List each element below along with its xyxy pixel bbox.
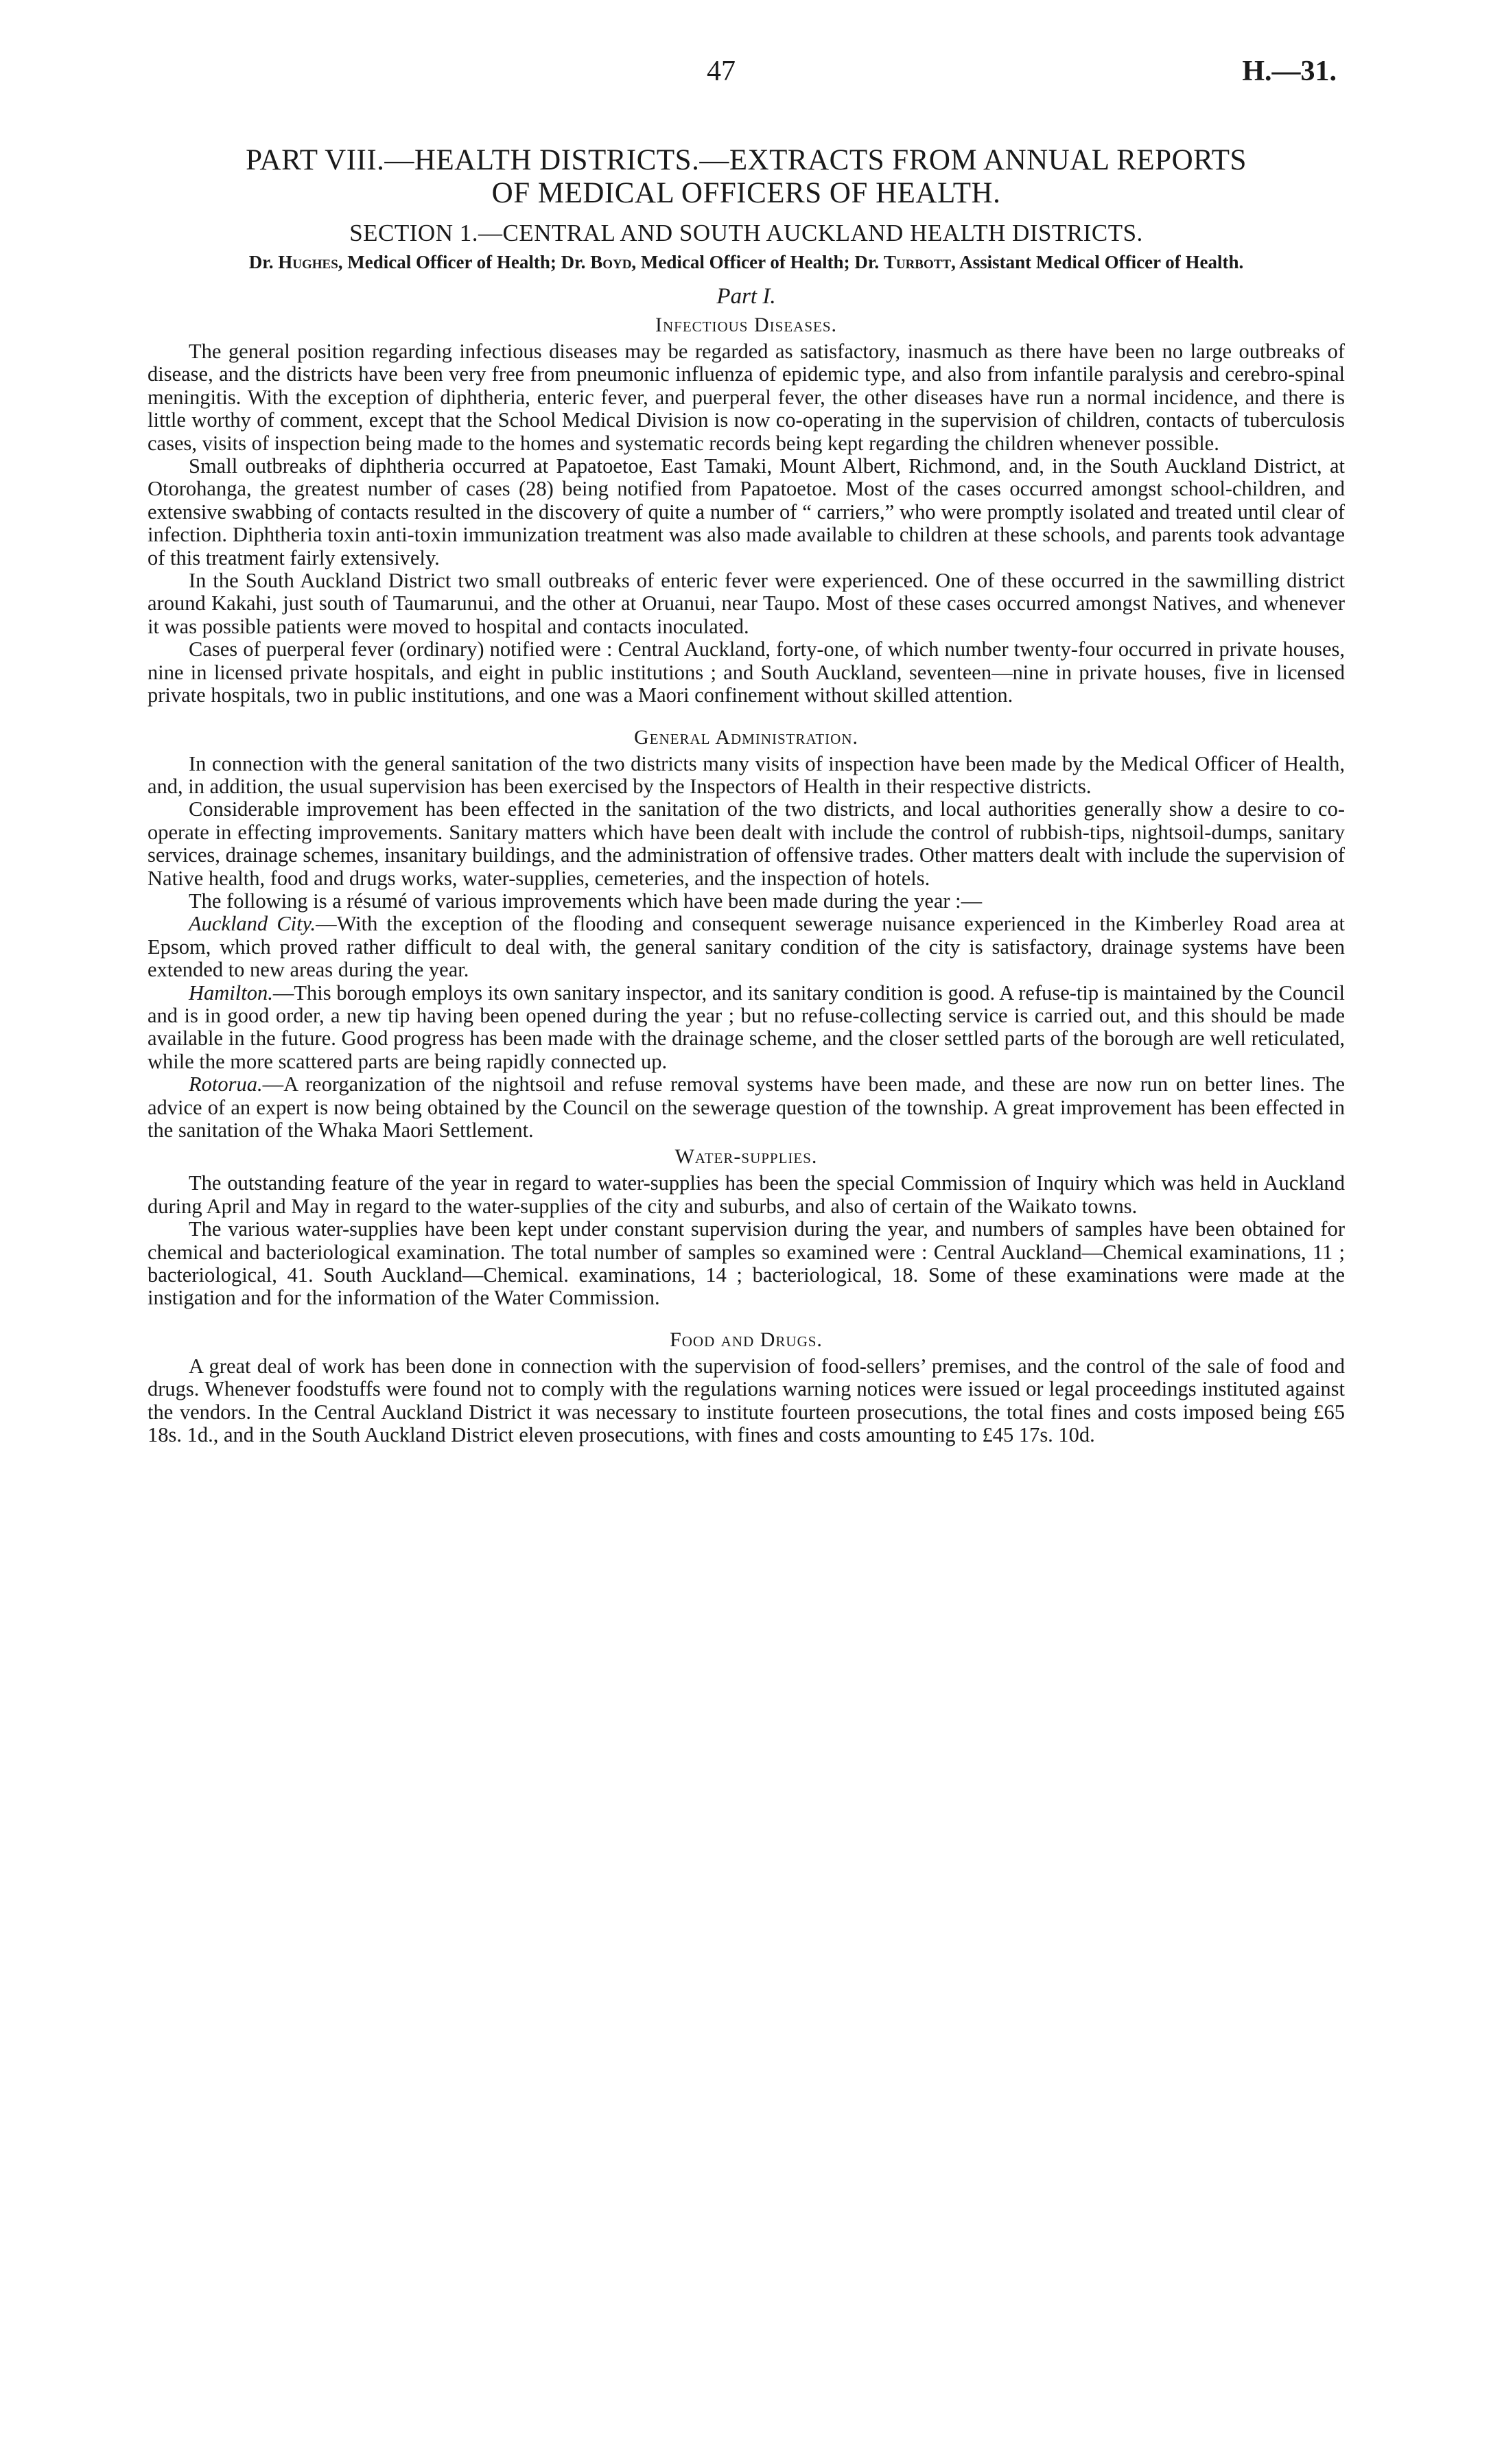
rotorua-text: —A reorganization of the nightsoil and refuse removal systems have been made, and these are now run on better lines. The advice of an expert is now being obtained by the Council on the sewerage question of the township. A great improvement has been effected in the sanitation of the Whaka Maori Settlement. — [148, 1072, 1345, 1142]
heading-water-supplies: Water-supplies. — [674, 1145, 818, 1169]
paragraph-infectious-1: The general position regarding infectious diseases may be regarded as satisfactory, inasmuch as there have been no large outbreaks of disease, and the districts have been very free from pneumonic influenza of epidemic type, and also from infantile paralysis and cerebro-spinal meningitis. With the exception of diphtheria, enteric fever, and puerperal fever, the other diseases have run a normal incidence, and there is little worthy of comment, except that the School Medical Division is now co-operating in the supervision of children, contacts of tuberculosis cases, visits of inspection being made to the homes and systematic records being kept regarding the children whenever possible. — [148, 340, 1345, 455]
paragraph-general-3: The following is a résumé of various improvements which have been made during the year :— — [189, 889, 983, 913]
part-title-line-2: OF MEDICAL OFFICERS OF HEALTH. — [491, 177, 1001, 209]
officers-line — [148, 251, 1345, 273]
paragraph-water-2: The various water-supplies have been kept under constant supervision during the year, and numbers of samples have been obtained for chemical and bacteriological examination. The total number of samples so examined were : Central Auckland—Chemical examinations, 11 ; bacteriological, 41. South Auckland—Chemical. examinations, 14 ; bacteriological, 18. Some of these examinations were made at the instigation and for the information of the Water Commission. — [148, 1217, 1345, 1310]
paragraph-infectious-4: Cases of puerperal fever (ordinary) notified were : Central Auckland, forty-one, of which number twenty-four occurred in private houses, nine in licensed private hospitals, and eight in public institutions ; and South Auckland, seventeen—nine in private houses, five in licensed private hospitals, two in public institutions, and one was a Maori confinement without skilled attention. — [148, 637, 1345, 707]
heading-general-administration: General Administration. — [634, 725, 858, 749]
paragraph-auckland-city — [148, 913, 1345, 981]
paragraph-hamilton — [148, 982, 1345, 1074]
hamilton-text: —This borough employs its own sanitary inspector, and its sanitary condition is good. A refuse-tip is maintained by the Council and is in good order, a new tip having been opened during the year ; but no refuse-collecting service is carried out, and this should be made available in the future. Good progress has been made with the drainage scheme, and the closer settled parts of the borough are well reticulated, while the more scattered parts are being rapidly connected up. — [148, 981, 1345, 1073]
officer-3-name: Turbott — [883, 252, 952, 272]
paragraph-rotorua — [148, 1073, 1345, 1142]
paragraph-general-1: In connection with the general sanitation of the two districts many visits of inspection have been made by the Medical Officer of Health, and, in addition, the usual supervision has been exercised by the Inspectors of Health in their respective districts. — [148, 751, 1345, 798]
rotorua-lead: Rotorua. — [189, 1072, 263, 1096]
paragraph-infectious-3: In the South Auckland District two small outbreaks of enteric fever were experienced. One of these occurred in the sawmilling district around Kakahi, just south of Taumarunui, and the other at Oruanui, near Taupo. Most of these cases occurred amongst Natives, and whenever it was possible patients were moved to hospital and contacts inoculated. — [148, 569, 1345, 638]
part-title — [148, 144, 1345, 210]
hamilton-lead: Hamilton. — [189, 981, 273, 1005]
paragraph-food-1: A great deal of work has been done in connection with the supervision of food-sellers’ premises, and the control of the sale of food and drugs. Whenever foodstuffs were found not to comply with the regulations warning notices were issued or legal proceedings instituted against the vendors. In the Central Auckland District it was necessary to institute fourteen prosecutions, the total fines and costs imposed being £65 18s. 1d., and in the South Auckland District eleven prosecutions, with fines and costs amounting to £45 17s. 10d. — [148, 1354, 1345, 1447]
heading-infectious-diseases: Infectious Diseases. — [655, 314, 838, 336]
officer-3-role: , Assistant Medical Officer of Health. — [951, 252, 1244, 272]
report-reference: H.—31. — [1242, 56, 1337, 87]
officer-2-name: Boyd — [590, 252, 632, 272]
officer-2-prefix: Dr. — [561, 252, 586, 272]
paragraph-water-1: The outstanding feature of the year in regard to water-supplies has been the special Commission of Inquiry which was held in Auckland during April and May in regard to the water-supplies of the city and suburbs, and also of certain of the Waikato towns. — [148, 1171, 1345, 1218]
paragraph-general-2: Considerable improvement has been effected in the sanitation of the two districts, and local authorities generally show a desire to co-operate in effecting improvements. Sanitary matters which have been dealt with include the control of rubbish-tips, nightsoil-dumps, sanitary services, drainage schemes, insanitary buildings, and the administration of offensive trades. Other matters dealt with include the supervision of Native health, food and drugs works, water-supplies, cemeteries, and the inspection of hotels. — [148, 797, 1345, 890]
part-title-line-1: PART VIII.—HEALTH DISTRICTS.—EXTRACTS FROM ANNUAL REPORTS — [246, 144, 1247, 176]
officer-2-role: , Medical Officer of Health; — [631, 252, 850, 272]
officer-1-name: Hughes — [278, 252, 338, 272]
paragraph-infectious-2: Small outbreaks of diphtheria occurred at Papatoetoe, East Tamaki, Mount Albert, Richmond, and, in the South Auckland District, at Otorohanga, the greatest number of cases (28) being notified from Papatoetoe. Most of the cases occurred amongst school-children, and extensive swabbing of contacts resulted in the discovery of quite a number of “ carriers,” who were promptly isolated and treated until clear of infection. Diphtheria toxin anti-toxin immunization treatment was also made available to children at these schools, and parents took advantage of this treatment fairly extensively. — [148, 454, 1345, 570]
officer-1-role: , Medical Officer of Health; — [338, 252, 556, 272]
heading-food-and-drugs: Food and Drugs. — [670, 1328, 823, 1351]
auckland-city-text: —With the exception of the flooding and consequent sewerage nuisance experienced in the Kimberley Road area at Epsom, which proved rather difficult to deal with, the general sanitary condition of the city is satisfactory, drainage systems have been extended to new areas during the year. — [148, 912, 1345, 982]
page-number: 47 — [707, 56, 736, 87]
officer-1-prefix: Dr. — [248, 252, 274, 272]
auckland-city-lead: Auckland City. — [189, 912, 316, 936]
part-label: Part I. — [716, 284, 776, 309]
section-title: SECTION 1.—CENTRAL AND SOUTH AUCKLAND HEALTH DISTRICTS. — [349, 220, 1143, 246]
page-content — [148, 144, 1345, 1446]
officer-3-prefix: Dr. — [854, 252, 880, 272]
